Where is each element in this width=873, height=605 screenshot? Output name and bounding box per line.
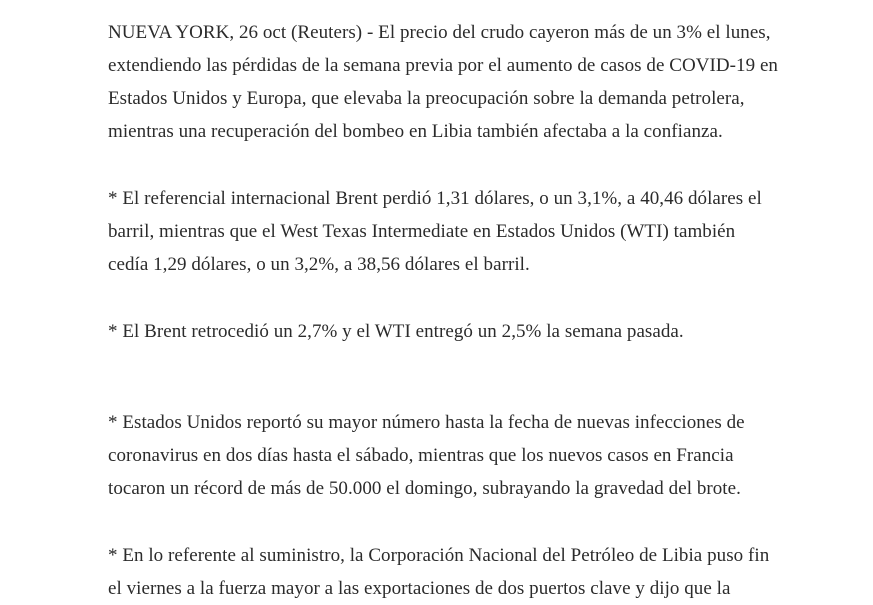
text-line: * Estados Unidos reportó su mayor número hasta la fecha de nuevas infecciones de	[108, 412, 745, 433]
text-line: mientras una recuperación del bombeo en Libia también afectaba a la confianza.	[108, 121, 723, 142]
article-paragraph-libya	[108, 539, 864, 605]
text-line: tocaron un récord de más de 50.000 el domingo, subrayando la gravedad del brote.	[108, 478, 741, 499]
text-line: * El Brent retrocedió un 2,7% y el WTI entregó un 2,5% la semana pasada.	[108, 321, 684, 342]
text-line: * En lo referente al suministro, la Corporación Nacional del Petróleo de Libia puso fin	[108, 545, 770, 566]
article-paragraph-infections	[108, 406, 864, 505]
news-article	[108, 16, 864, 605]
text-line: coronavirus en dos días hasta el sábado, mientras que los nuevos casos en Francia	[108, 445, 734, 466]
text-line: barril, mientras que el West Texas Intermediate en Estados Unidos (WTI) también	[108, 221, 736, 242]
text-line: NUEVA YORK, 26 oct (Reuters) - El precio del crudo cayeron más de un 3% el lunes,	[108, 22, 771, 43]
article-paragraph-lead	[108, 16, 864, 148]
text-line: Estados Unidos y Europa, que elevaba la preocupación sobre la demanda petrolera,	[108, 88, 745, 109]
text-line: cedía 1,29 dólares, o un 3,2%, a 38,56 dólares el barril.	[108, 254, 530, 275]
text-line: el viernes a la fuerza mayor a las exportaciones de dos puertos clave y dijo que la	[108, 578, 731, 599]
article-paragraph-brent-wti	[108, 182, 864, 281]
article-paragraph-weekly	[108, 315, 864, 348]
text-line: extendiendo las pérdidas de la semana previa por el aumento de casos de COVID-19 en	[108, 55, 778, 76]
text-line: * El referencial internacional Brent perdió 1,31 dólares, o un 3,1%, a 40,46 dólares el	[108, 188, 762, 209]
